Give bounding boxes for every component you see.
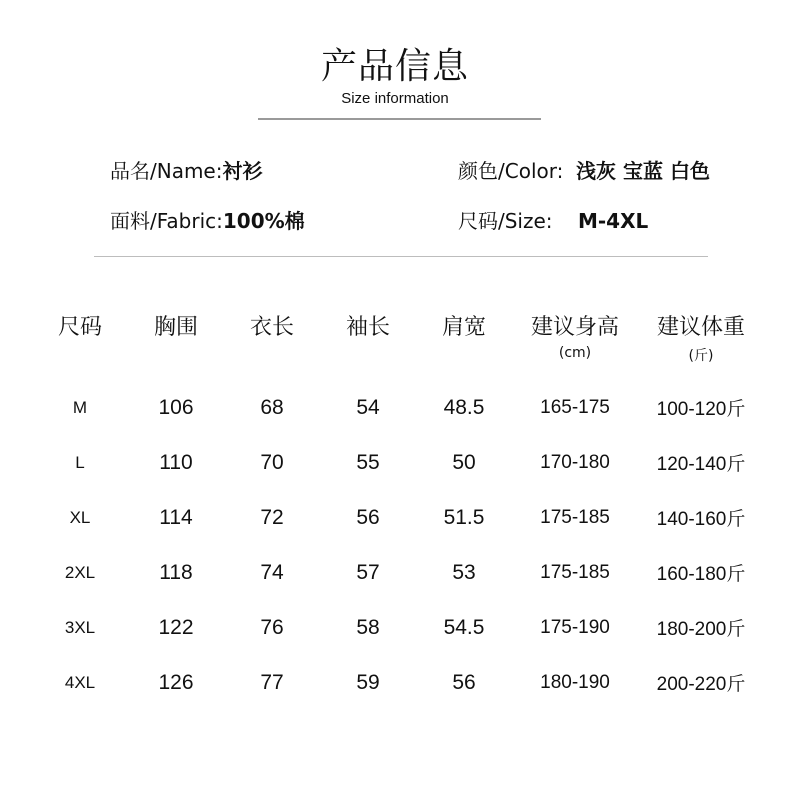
cell-height: 175-190 [540, 616, 610, 638]
cell-length: 76 [260, 615, 284, 639]
table-row [32, 600, 764, 655]
header-shoulder: 肩宽 [441, 315, 486, 340]
cell-chest: 126 [158, 670, 194, 694]
table-row [32, 545, 764, 600]
table-row [32, 490, 764, 545]
info-size [458, 205, 648, 234]
header-chest: 胸围 [153, 315, 198, 340]
cell-height: 170-180 [540, 451, 610, 473]
cell-size: XL [69, 507, 91, 527]
cell-length: 70 [260, 450, 284, 474]
header-weight-unit: (斤) [688, 348, 714, 364]
cell-chest: 122 [158, 615, 194, 639]
page-subtitle: Size information [341, 90, 449, 107]
header-length: 衣长 [249, 315, 294, 340]
cell-shoulder: 50 [452, 450, 476, 474]
cell-shoulder: 53 [452, 560, 476, 584]
cell-weight: 100-120斤 [656, 399, 746, 420]
header-sleeve: 袖长 [345, 315, 390, 340]
cell-shoulder: 51.5 [443, 505, 485, 529]
header-size: 尺码 [57, 315, 102, 340]
size-table [32, 310, 764, 710]
cell-shoulder: 54.5 [443, 615, 485, 639]
fabric-value: 100%棉 [222, 209, 305, 233]
cell-chest: 114 [159, 505, 193, 529]
cell-size: 4XL [64, 672, 96, 692]
cell-chest: 118 [159, 560, 193, 584]
cell-height: 180-190 [540, 671, 610, 693]
cell-height: 175-185 [540, 561, 610, 583]
cell-weight: 120-140斤 [656, 454, 746, 475]
cell-size: L [75, 452, 85, 472]
cell-sleeve: 58 [356, 615, 380, 639]
info-fabric [110, 205, 305, 234]
cell-chest: 106 [158, 395, 194, 419]
info-divider [94, 256, 708, 257]
color-label: 颜色/Color: [458, 159, 564, 183]
size-value: M-4XL [577, 209, 649, 233]
cell-size: 3XL [64, 617, 96, 637]
cell-sleeve: 59 [356, 670, 380, 694]
size-label: 尺码/Size: [458, 209, 553, 233]
table-row [32, 380, 764, 435]
cell-size: 2XL [64, 562, 96, 582]
cell-length: 72 [260, 505, 284, 529]
info-color [458, 155, 710, 184]
cell-height: 175-185 [540, 506, 610, 528]
cell-weight: 200-220斤 [656, 674, 746, 695]
cell-length: 74 [260, 560, 284, 584]
table-row [32, 435, 764, 490]
fabric-label: 面料/Fabric: [110, 209, 223, 233]
table-row [32, 655, 764, 710]
cell-sleeve: 55 [356, 450, 380, 474]
cell-length: 68 [260, 395, 284, 419]
cell-height: 165-175 [540, 396, 610, 418]
cell-length: 77 [260, 670, 284, 694]
name-value: 衬衫 [222, 159, 263, 183]
cell-sleeve: 54 [356, 395, 380, 419]
header-height: 建议身高 (cm) [512, 310, 638, 380]
cell-size: M [72, 397, 88, 417]
cell-weight: 140-160斤 [656, 509, 746, 530]
cell-shoulder: 48.5 [443, 395, 485, 419]
cell-weight: 180-200斤 [656, 619, 746, 640]
page-title: 产品信息 [320, 46, 469, 87]
cell-sleeve: 57 [356, 560, 380, 584]
cell-weight: 160-180斤 [656, 564, 746, 585]
info-name [110, 155, 262, 184]
header-weight: 建议体重 (斤) [638, 310, 764, 380]
cell-shoulder: 56 [452, 670, 476, 694]
header-height-unit: (cm) [558, 345, 592, 361]
table-header-row [32, 310, 764, 380]
color-value: 浅灰 宝蓝 白色 [576, 159, 710, 183]
cell-sleeve: 56 [356, 505, 380, 529]
name-label: 品名/Name: [110, 159, 223, 183]
cell-chest: 110 [159, 450, 193, 474]
title-divider [258, 118, 541, 120]
